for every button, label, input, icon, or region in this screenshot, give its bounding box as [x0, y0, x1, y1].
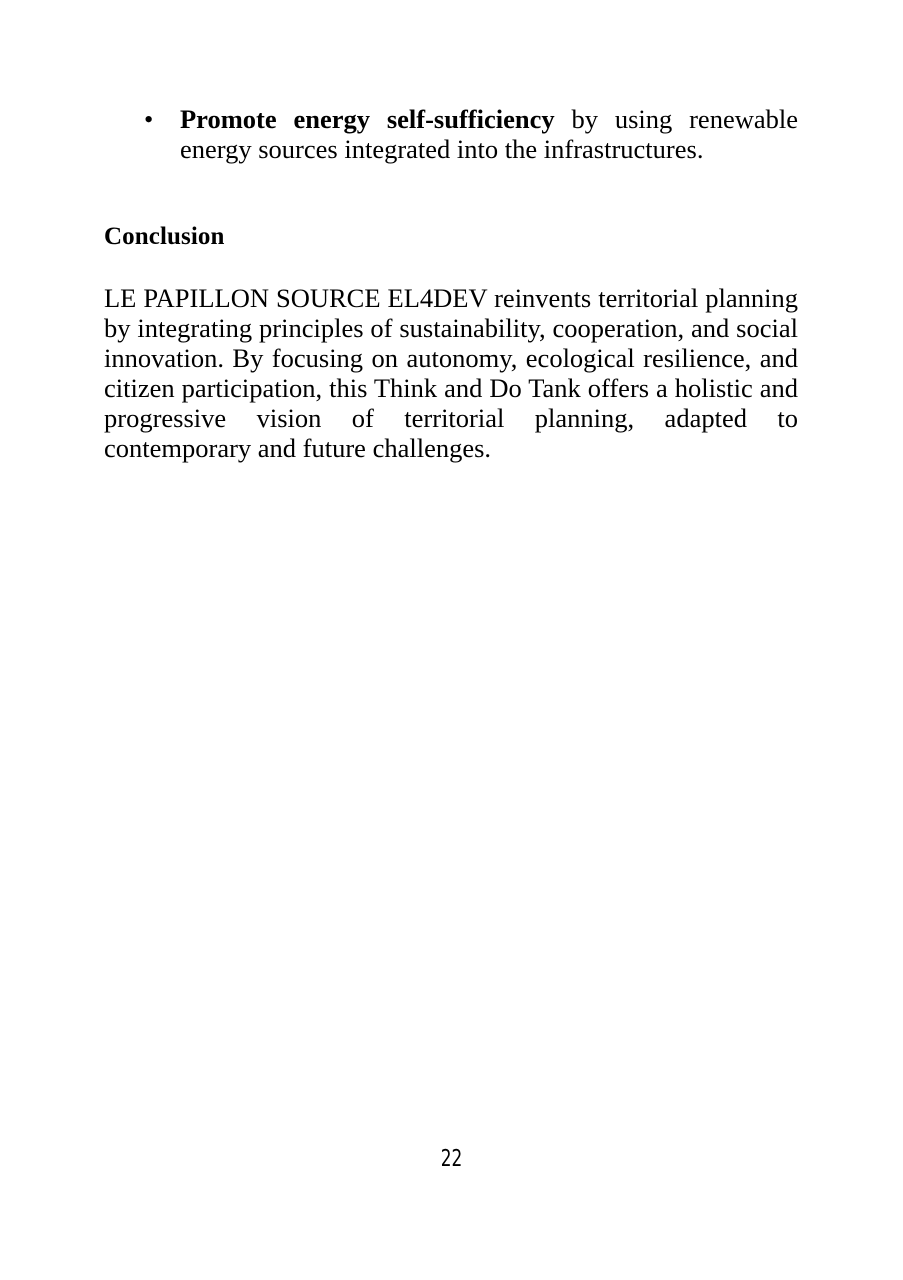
- list-item-rest: by using renewable energy sources integrated into the infrastructures.: [180, 104, 798, 164]
- list-item-lead-bold: Promote energy self-sufficiency: [180, 104, 555, 134]
- list-item: [104, 104, 798, 164]
- section-heading-conclusion: Conclusion: [104, 223, 225, 250]
- page-number: 22: [440, 1146, 463, 1172]
- list-item-text: [180, 104, 798, 164]
- bullet-marker-icon: •: [144, 104, 154, 134]
- body-paragraph: LE PAPILLON SOURCE EL4DEV reinvents territorial planning by integrating principles of sustainability, cooperation, and social innovation. By focusing on autonomy, ecological resilience, and citizen participation, this Think and Do Tank offers a holistic and progressive vision of territorial planning, adapted to contemporary and future challenges.: [104, 283, 798, 463]
- bullet-list: [104, 104, 798, 164]
